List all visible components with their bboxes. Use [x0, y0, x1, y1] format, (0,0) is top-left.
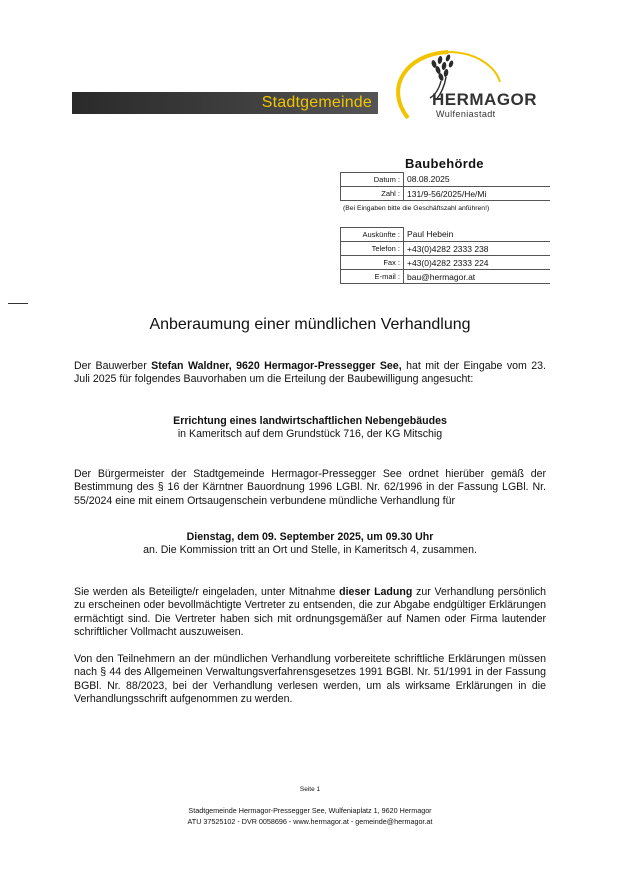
footer-contact: ATU 37525102 - DVR 0058696 - www.hermagor.at - gemeinde@hermagor.at	[187, 817, 433, 826]
reference-table	[340, 172, 550, 201]
paragraph-applicant	[74, 360, 546, 387]
logo-subtitle: Wulfeniastadt	[436, 109, 496, 119]
contact-person-label: Auskünfte :	[341, 228, 404, 242]
p3-text-end: zur Verhandlung persönlich zu erscheinen oder bevollmächtigte Vertreter zu entsenden, die zur Abgabe endgültiger Erklärungen ermächtigt sind. Die Vertreter haben sich mit ordnungsgemäßer auf Namen oder Firma lautender schriftlicher Vollmacht auszuweisen.	[74, 586, 546, 639]
summons-emphasis: dieser Ladung	[339, 586, 413, 598]
fax-value: +43(0)4282 2333 224	[404, 256, 551, 270]
reference-number-value: 131/9-56/2025/He/Mi	[404, 187, 551, 201]
hearing-location: an. Die Kommission tritt an Ort und Stelle, in Kameritsch 4, zusammen.	[143, 544, 477, 556]
table-row	[341, 173, 551, 187]
logo-name: HERMAGOR	[432, 90, 538, 109]
project-block	[74, 415, 546, 441]
banner-text: Stadtgemeinde	[261, 94, 372, 111]
fax-label: Fax :	[341, 256, 404, 270]
hearing-date-block	[74, 531, 546, 557]
email-value: bau@hermagor.at	[404, 270, 551, 284]
date-label: Datum :	[341, 173, 404, 187]
contact-table	[340, 227, 550, 284]
project-title: Errichtung eines landwirtschaftlichen Nebengebäudes	[173, 415, 447, 427]
table-row	[341, 242, 551, 256]
p3-text: Sie werden als Beteiligte/r eingeladen, unter Mitnahme	[74, 586, 340, 598]
table-row	[341, 270, 551, 284]
paragraph-order: Der Bürgermeister der Stadtgemeinde Hermagor-Pressegger See ordnet hierüber gemäß der Bestimmung des § 16 der Kärntner Bauordnung 1996 LGBl. Nr. 62/1996 in der Fassung LGBl. Nr. 55/2024 eine mit einem Ortsaugenschein verbundene mündliche Verhandlung für	[74, 468, 546, 507]
table-row	[341, 256, 551, 270]
p1-text-end: hat mit der Eingabe vom 23. Juli 2025 für folgendes Bauvorhaben um die Erteilung der Baubewilligung angesucht:	[74, 360, 546, 386]
applicant-name: Stefan Waldner, 9620 Hermagor-Pressegger See,	[151, 360, 402, 372]
department-heading: Baubehörde	[405, 156, 484, 171]
page-number: Seite 1	[299, 786, 321, 793]
phone-label: Telefon :	[341, 242, 404, 256]
contact-person-value: Paul Hebein	[404, 228, 551, 242]
date-value: 08.08.2025	[404, 173, 551, 187]
table-row	[341, 228, 551, 242]
paragraph-declarations: Von den Teilnehmern an der mündlichen Verhandlung vorbereitete schriftliche Erklärungen müssen nach § 44 des Allgemeinen Verwaltungsverfahrensgesetzes 1991 BGBl. Nr. 51/1991 in der Fassung BGBl. Nr. 88/2023, bei der Verhandlung verlesen werden, um als wirksame Erklärungen in die Verhandlungsschrift aufgenommen zu werden.	[74, 653, 546, 706]
fold-mark	[8, 303, 28, 304]
project-location: in Kameritsch auf dem Grundstück 716, der KG Mitschig	[177, 428, 443, 440]
table-row	[341, 187, 551, 201]
reference-number-label: Zahl :	[341, 187, 404, 201]
paragraph-invitation	[74, 586, 546, 640]
reference-hint: (Bei Eingaben bitte die Geschäftszahl anführen!)	[343, 205, 490, 212]
footer-address: Stadtgemeinde Hermagor-Pressegger See, Wulfeniaplatz 1, 9620 Hermagor	[188, 806, 432, 815]
phone-value: +43(0)4282 2333 238	[404, 242, 551, 256]
hearing-date: Dienstag, dem 09. September 2025, um 09.30 Uhr	[186, 531, 434, 543]
p1-text: Der Bauwerber	[74, 360, 152, 372]
header-banner	[72, 92, 378, 114]
email-label: E-mail :	[341, 270, 404, 284]
document-title: Anberaumung einer mündlichen Verhandlung	[149, 316, 471, 333]
